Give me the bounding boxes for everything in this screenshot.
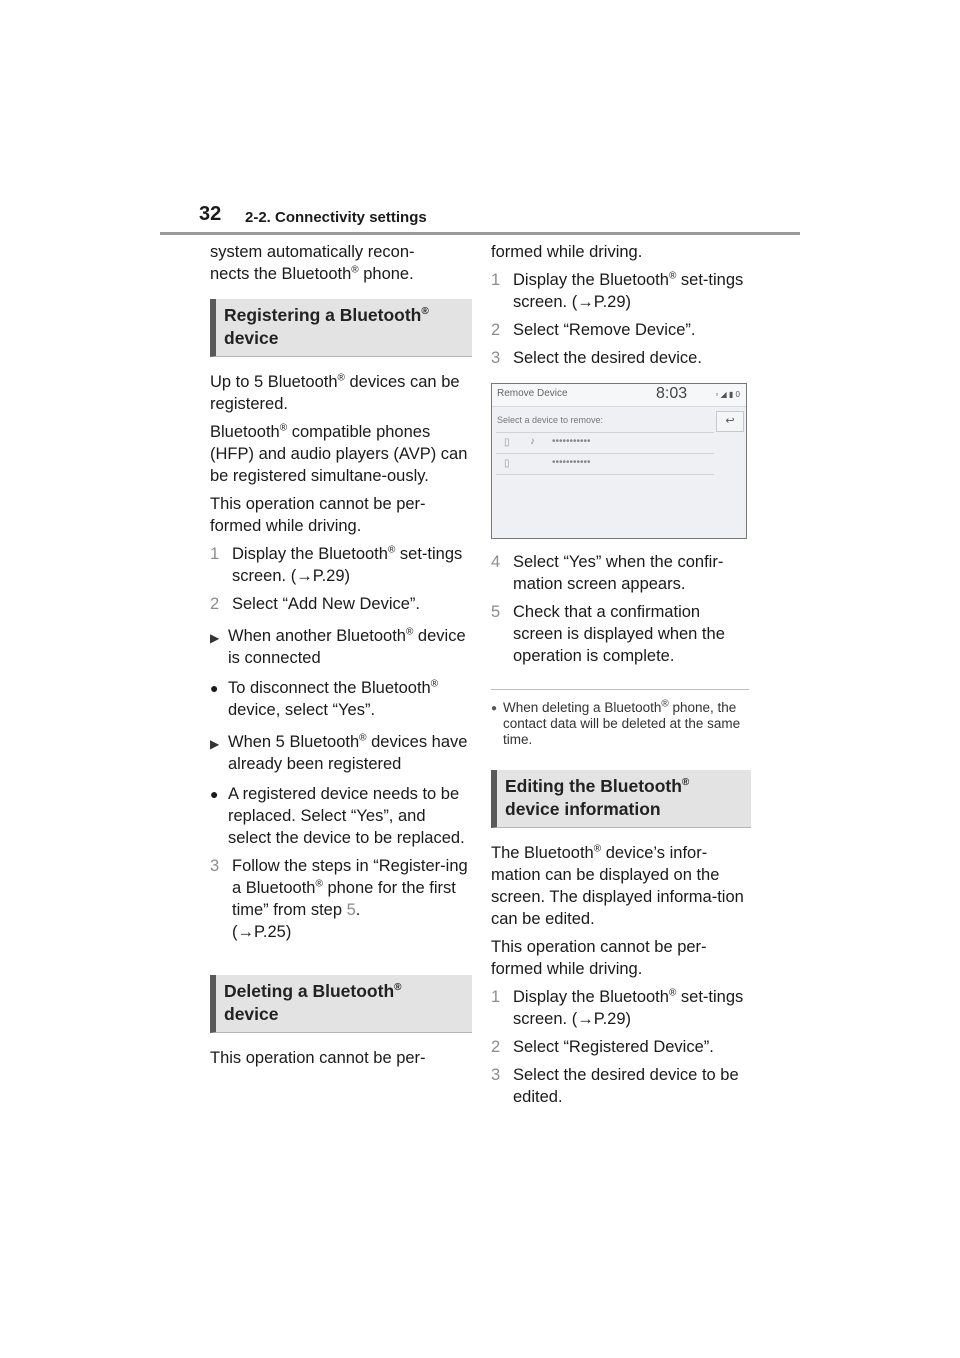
register-paragraph-compatible: Bluetooth® compatible phones (HFP) and audio players (AVP) can be registered simultane-ously. — [210, 422, 468, 485]
back-button[interactable] — [716, 411, 744, 432]
screen-clock: 8:03 — [656, 385, 688, 402]
condition-another-connected: ▶ When another Bluetooth® device is connected — [210, 626, 466, 667]
page-number: 32 — [199, 203, 222, 225]
edit-step-2: 2 Select “Registered Device”. — [491, 1038, 714, 1056]
step-number: 3 — [491, 1066, 501, 1084]
delete-step-5: 5 Check that a confirmation screen is displayed when the operation is complete. — [491, 603, 725, 665]
delete-paragraph: This operation cannot be per- — [210, 1049, 426, 1067]
bullet-icon: ● — [210, 786, 219, 802]
bullet-icon: ● — [210, 680, 219, 696]
step-number: 2 — [210, 595, 220, 613]
device-name: ••••••••••• — [552, 436, 591, 447]
registered-mark: ® — [351, 264, 359, 276]
step-number: 1 — [491, 271, 501, 289]
step-number: 5 — [491, 603, 501, 621]
step-number: 4 — [491, 553, 501, 571]
arrow-icon: → — [577, 293, 594, 311]
step-number: 1 — [491, 988, 501, 1006]
note-contact-data: ● When deleting a Bluetooth® phone, the contact data will be deleted at the same time. — [491, 698, 741, 747]
triangle-icon: ▶ — [210, 631, 220, 645]
music-note-icon: ♪ — [530, 436, 535, 447]
step-reference: 5 — [346, 901, 356, 919]
register-step-1: 1 Display the Bluetooth® set-tings screen. (→P.29) — [210, 544, 463, 585]
screen-prompt: Select a device to remove: — [497, 415, 604, 425]
register-step-3: 3 Follow the steps in “Register-ing a Bluetooth® phone for the first time” from step 5. (→P.25) — [210, 857, 468, 941]
note-divider — [491, 689, 749, 690]
delete-step-1: 1 Display the Bluetooth® set-tings screen. (→P.29) — [491, 270, 744, 311]
delete-step-2: 2 Select “Remove Device”. — [491, 321, 696, 339]
step-number: 1 — [210, 545, 220, 563]
triangle-icon: ▶ — [210, 737, 220, 751]
register-step-2: 2 Select “Add New Device”. — [210, 595, 420, 613]
edit-step-1: 1 Display the Bluetooth® set-tings screen. (→P.29) — [491, 987, 744, 1028]
arrow-icon: → — [577, 1010, 594, 1028]
screen-title: Remove Device — [497, 388, 568, 399]
right-column — [491, 241, 751, 1114]
screen-divider — [496, 474, 714, 475]
phone-icon: ▯ — [504, 458, 510, 469]
phone-icon: ▯ — [504, 437, 510, 448]
device-row-1[interactable] — [496, 433, 718, 453]
step-number: 3 — [210, 857, 220, 875]
heading-deleting: Deleting a Bluetooth® device — [210, 975, 472, 1033]
remove-device-screenshot — [491, 383, 747, 539]
delete-paragraph-continued: formed while driving. — [491, 243, 643, 261]
arrow-icon: → — [296, 567, 313, 585]
device-row-2[interactable] — [496, 454, 718, 474]
section-title: 2-2. Connectivity settings — [245, 209, 427, 226]
delete-step-3: 3 Select the desired device. — [491, 349, 702, 367]
step-number: 2 — [491, 1038, 501, 1056]
signal-battery-icon: ▫ ◢ ▮ 0 — [715, 390, 740, 399]
edit-paragraph-driving: This operation cannot be per-formed while driving. — [491, 938, 707, 978]
register-paragraph-driving: This operation cannot be per-formed while driving. — [210, 495, 426, 535]
register-paragraph-limit: Up to 5 Bluetooth® devices can be registered. — [210, 372, 460, 413]
step-number: 2 — [491, 321, 501, 339]
condition-five-registered: ▶ When 5 Bluetooth® devices have already been registered — [210, 732, 468, 773]
intro-paragraph: system automatically recon- nects the Bluetooth® phone. — [210, 243, 415, 283]
bullet-replace: ● A registered device needs to be replaced. Select “Yes”, and select the device to be replaced. — [210, 785, 465, 847]
edit-paragraph-info: The Bluetooth® device’s infor-mation can be displayed on the screen. The displayed informa-tion can be edited. — [491, 843, 744, 928]
back-icon: ↩ — [725, 415, 735, 427]
heading-registering: Registering a Bluetooth® device — [210, 299, 472, 357]
edit-step-3: 3 Select the desired device to be edited. — [491, 1066, 739, 1106]
heading-editing: Editing the Bluetooth® device information — [491, 770, 751, 828]
header-rule — [160, 232, 800, 235]
screen-status-bar — [492, 384, 746, 407]
note-bullet-icon: ● — [491, 703, 498, 714]
step-number: 3 — [491, 349, 501, 367]
bullet-disconnect: ● To disconnect the Bluetooth® device, select “Yes”. — [210, 678, 439, 719]
arrow-icon: → — [237, 923, 254, 941]
delete-step-4: 4 Select “Yes” when the confir-mation screen appears. — [491, 553, 724, 593]
device-name: ••••••••••• — [552, 457, 591, 468]
left-column — [210, 241, 472, 1075]
